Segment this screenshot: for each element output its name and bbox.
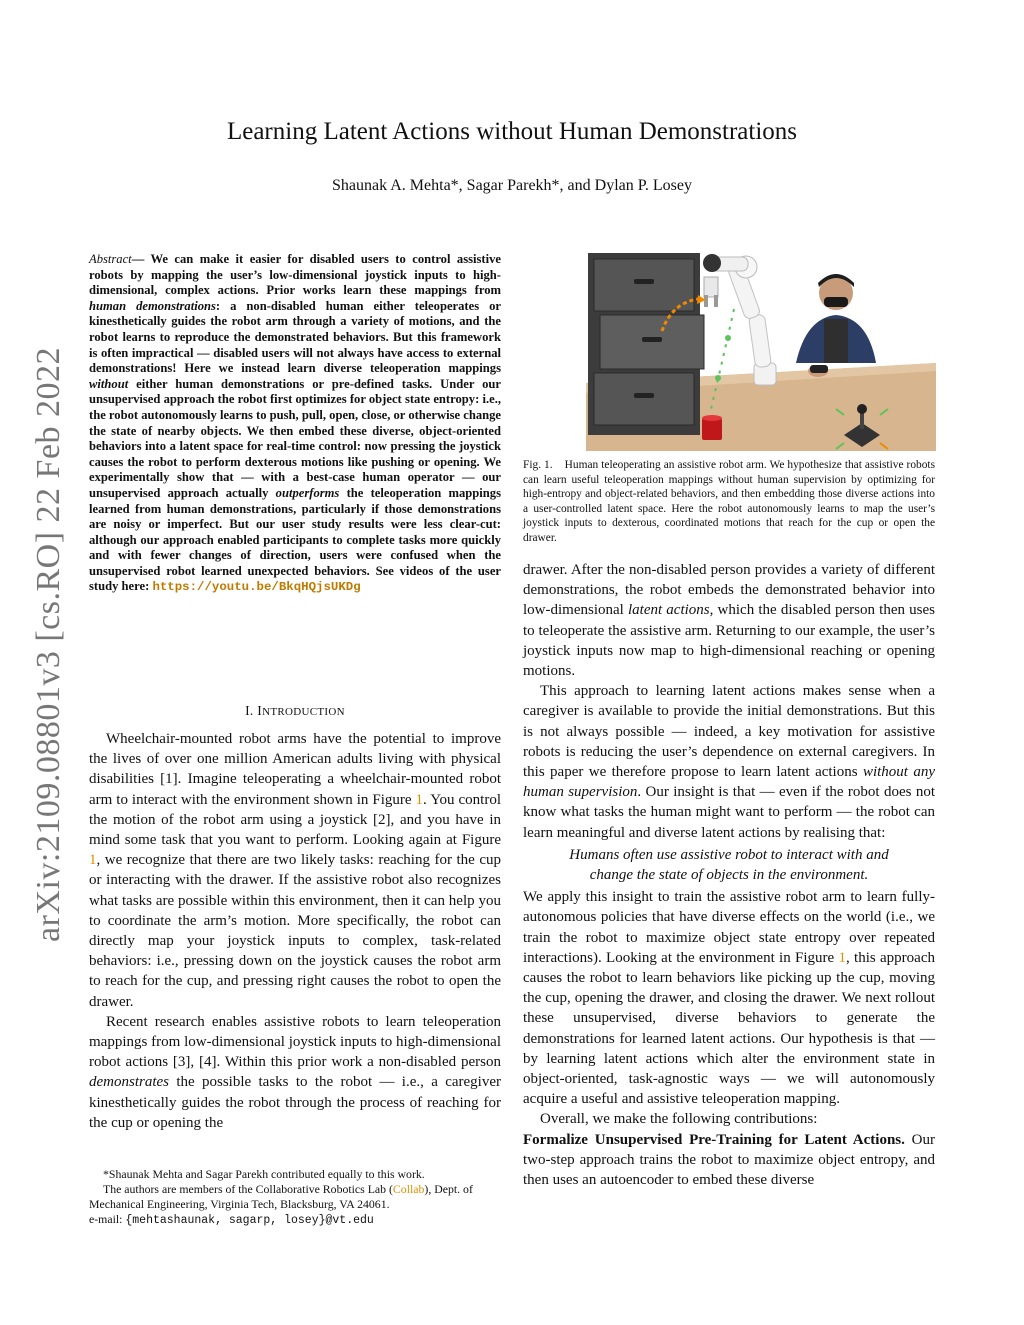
paper-title: Learning Latent Actions without Human Demonstrations bbox=[226, 118, 798, 145]
insight-quote-line-2: change the state of objects in the environment. bbox=[589, 867, 869, 884]
abstract-emphasis-1: human demonstrations bbox=[89, 298, 216, 313]
introduction-body bbox=[89, 729, 501, 1133]
abstract-text-3: either human demonstrations or pre-defined tasks. Under our unsupervised approach the robot first optimizes for object state entropy: i.e., the robot autonomously learns to push, pull, open, close, or otherwise change the state of nearby objects. We then embed these diverse, object-oriented behaviors into a latent space for real-time control: now pressing the joystick causes the robot to perform dexterous motions like pushing or opening. We experimentally show that — with a best-case human operator — our unsupervised approach actually bbox=[89, 376, 502, 500]
abstract-text-4: the teleoperation mappings learned from human demonstrations, particularly if those demonstrations are noisy or imperfect. But our user study results were less clear-cut: although our approach enabled participants to complete tasks more quickly and with fewer changes of direction, users were confused when the unsupervised robot learned unexpected behaviors. See videos of the user study here: bbox=[89, 485, 501, 594]
paper-authors: Shaunak A. Mehta*, Sagar Parekh*, and Dylan P. Losey bbox=[332, 177, 692, 194]
red-cup bbox=[702, 415, 722, 440]
right-paragraph-2 bbox=[523, 681, 935, 843]
footnote-affiliation-text-b: ), Dept. of Mechanical Engineering, Virginia Tech, Blacksburg, VA 24061. bbox=[89, 1182, 473, 1211]
intro-p1-text-b: . You control the motion of the robot arm using a joystick [2], and you have in mind some task that you want to perform. Looking again at Figure bbox=[89, 791, 502, 849]
arxiv-identifier: arXiv:2109.08801v3 [cs.RO] 22 Feb 2022 bbox=[30, 346, 67, 942]
footnote-affiliation-text-a: The authors are members of the Collaborative Robotics Lab ( bbox=[103, 1182, 393, 1196]
abstract-text-1: — We can make it easier for disabled users to control assistive robots by mapping the user’s low-dimensional joystick inputs to high-dimensional, complex actions. Prior works learn these mappings from bbox=[89, 252, 501, 298]
section-heading-introduction bbox=[89, 703, 501, 719]
abstract-emphasis-3: outperforms bbox=[275, 485, 340, 500]
figure-1-ref[interactable]: 1 bbox=[838, 949, 846, 966]
right-paragraph-1 bbox=[523, 560, 935, 681]
abstract-emphasis-2: without bbox=[89, 376, 129, 391]
right-p3-text-b: , this approach causes the robot to learn behaviors like picking up the cup, moving the cup, opening the drawer, and closing the drawer. We next rollout these unsupervised, diverse behaviors to generate the demonstrations for learned latent actions. Our hypothesis is that — by learning latent actions which alter the environment state in object-oriented, task-agnostic ways — we will autonomously acquire a useful and assistive teleoperation mapping. bbox=[523, 949, 935, 1108]
abstract-text-2: : a non-disabled human either teleoperates or kinesthetically guides the robot arm through a variety of motions, and the robot learns to reproduce the demonstrated behaviors. But this framework is often impractical — disabled users will not always have access to external demonstrations! Here we instead learn diverse teleoperation mappings bbox=[89, 298, 501, 376]
contribution-text: Our two-step approach trains the robot to maximize object entropy, and then uses an autoencoder to embed these diverse bbox=[523, 1131, 935, 1189]
right-p3-text-a: We apply this insight to train the assistive robot arm to learn fully-autonomous policies that have diverse effects on the world (i.e., we train the robot to maximize object state entropy over repeated interactions). Looking at the environment in Figure bbox=[523, 889, 935, 966]
footnote-email bbox=[89, 1212, 501, 1228]
abstract bbox=[89, 252, 501, 596]
figure-1-illustration bbox=[586, 243, 936, 451]
drawer-unit bbox=[588, 253, 704, 435]
footnote-equal-contribution: *Shaunak Mehta and Sagar Parekh contributed equally to this work. bbox=[103, 1167, 425, 1181]
right-paragraph-3 bbox=[523, 887, 935, 1109]
right-column-body bbox=[523, 560, 935, 1190]
intro-p2-emphasis: demonstrates bbox=[89, 1074, 169, 1091]
figure-1-ref[interactable]: 1 bbox=[415, 791, 424, 808]
figure-1-ref[interactable]: 1 bbox=[89, 852, 97, 869]
right-p1-emphasis: latent actions bbox=[627, 602, 710, 619]
intro-p1-text-a: Wheelchair-mounted robot arms have the potential to improve the lives of over one million American adults living with physical disabilities [1]. Imagine teleoperating a wheelchair-mounted robot arm to interact with the environment shown in Figure bbox=[89, 731, 501, 808]
caption-text: Human teleoperating an assistive robot arm. We hypothesize that assistive robots can learn useful teleoperation mappings without human supervision by optimizing for high-entropy and object-related behaviors, and then embedding those diverse actions into a user-controlled latent space. Here the robot autonomously learns to map the user’s joystick inputs to dexterous, coordinated motions that reach for the cup or open the drawer. bbox=[523, 459, 936, 544]
contribution-heading: Formalize Unsupervised Pre-Training for Latent Actions. bbox=[523, 1131, 905, 1148]
contribution-1 bbox=[523, 1130, 935, 1191]
figure-1-image bbox=[586, 243, 936, 451]
section-heading-rest: NTRODUCTION bbox=[262, 706, 345, 718]
footnote-affiliation bbox=[89, 1182, 501, 1212]
intro-p1-text-c: , we recognize that there are two likely tasks: reaching for the cup or interacting with the drawer. If the assistive robot also recognizes what tasks are possible within this environment, then it can help you to coordinate the arm’s motion. More specifically, the robot can directly map your joystick inputs to complex, task-related behaviors: i.e., pressing down on the joystick causes the robot arm to reach for the cup, and pressing right causes the robot to open the drawer. bbox=[89, 852, 501, 1010]
collab-link[interactable]: Collab bbox=[392, 1182, 425, 1196]
right-p2-emphasis: without any human supervision bbox=[523, 764, 935, 801]
abstract-label: Abstract bbox=[89, 252, 132, 266]
right-p1-text-a: drawer. After the non-disabled person provides a variety of different demonstrations, the robot embeds the demonstrated behavior into low-dimensional bbox=[523, 562, 935, 619]
intro-p2-text-b: the possible tasks to the robot — i.e., a caregiver kinesthetically guides the robot through the process of reaching for the cup or opening the bbox=[89, 1074, 501, 1131]
email-addresses: {mehtashaunak, sagarp, losey}@vt.edu bbox=[125, 1214, 374, 1227]
right-paragraph-4: Overall, we make the following contributions: bbox=[540, 1111, 818, 1128]
figure-1-caption bbox=[523, 458, 935, 546]
insight-quote bbox=[523, 845, 935, 885]
right-p1-text-b: , which the disabled person then uses to teleoperate the assistive arm. Returning to our example, the user’s joystick inputs now map to high-dimensional reaching or opening motions. bbox=[523, 602, 935, 680]
right-p2-text-b: . Our insight is that — even if the robot does not know what tasks the human might want to perform — the robot can learn meaningful and diverse latent actions by realising that: bbox=[523, 784, 936, 841]
footnote bbox=[89, 1167, 501, 1228]
intro-p2-text-a: Recent research enables assistive robots to learn teleoperation mappings from low-dimensional joystick inputs to high-dimensional robot actions [3], [4]. Within this prior work a non-disabled person bbox=[89, 1013, 501, 1071]
video-link[interactable]: https://youtu.be/BkqHQjsUKDg bbox=[152, 580, 361, 595]
intro-paragraph-1 bbox=[89, 729, 501, 1012]
caption-label: Fig. 1. bbox=[523, 459, 553, 471]
email-label: e-mail: bbox=[89, 1212, 126, 1226]
insight-quote-line-1: Humans often use assistive robot to interact with and bbox=[569, 846, 889, 863]
right-p2-text-a: This approach to learning latent actions makes sense when a caregiver is available to provide the initial demonstrations. But this is not always possible — indeed, a key motivation for assistive robots is reducing the user’s dependence on external caregivers. In this paper we therefore propose to learn latent actions bbox=[523, 683, 935, 781]
intro-paragraph-2 bbox=[89, 1012, 501, 1133]
section-numeral: I. I bbox=[245, 703, 263, 718]
